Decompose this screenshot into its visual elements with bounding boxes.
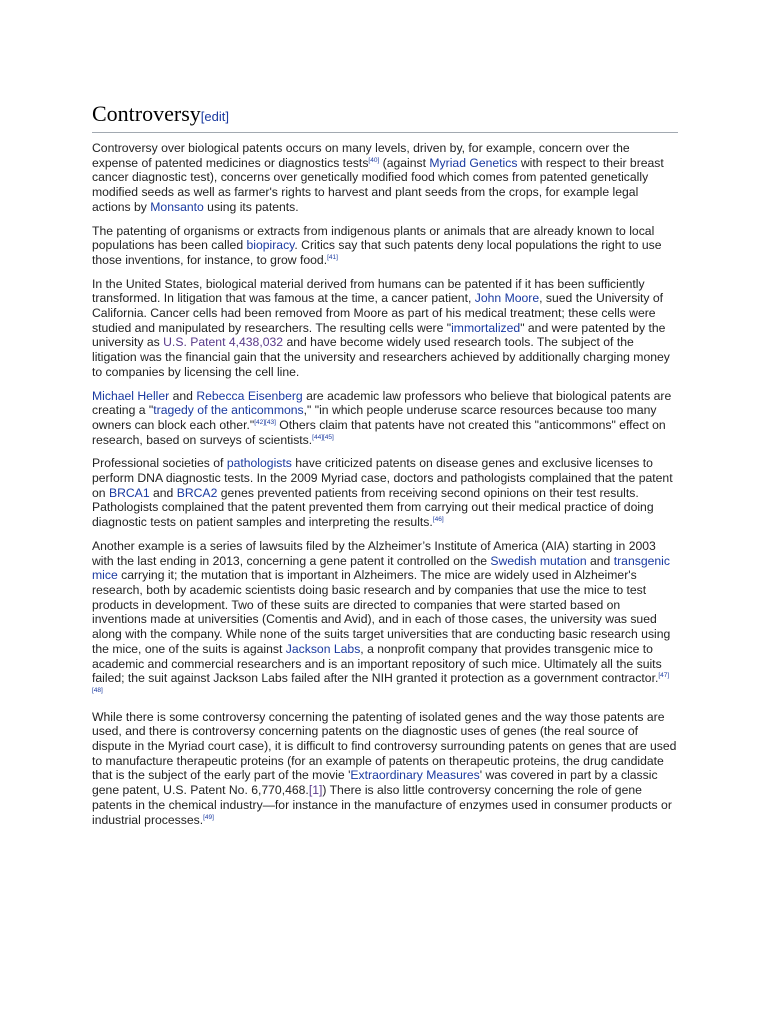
paragraph-text: The patenting of organisms or extracts from indigenous plants or animals that are already known to local populations has been called	[92, 223, 655, 253]
paragraph-text: and have become widely used research tools. The subject of the litigation was the financial gain that the university and researchers achieved by additionally charging money to companies by licensing the cell line.	[92, 335, 670, 379]
paragraph-text: In the United States, biological material derived from humans can be patented if it has been sufficiently transformed. In litigation that was famous at the time, a cancer patient,	[92, 276, 645, 306]
citation-link[interactable]: [49]	[203, 813, 214, 821]
section-heading	[92, 101, 678, 133]
citation-link[interactable]: [40]	[368, 156, 380, 164]
paragraph-2	[92, 224, 678, 268]
link-michael-heller[interactable]: Michael Heller	[92, 388, 170, 403]
citation-46[interactable]	[433, 516, 444, 523]
paragraph-text: ' was covered in part by a classic gene patent, U.S. Patent No. 6,770,468.	[92, 768, 658, 798]
paragraph-text: , a nonprofit company that provides transgenic mice to academic and commercial researchers and is an important repository of such mice. Ultimately all the suits failed; the suit against Jackson Labs failed after the NIH granted it protection as a government contractor.	[92, 641, 662, 686]
edit-link[interactable]: [edit]	[200, 109, 229, 124]
link-us-patent-4438032[interactable]: U.S. Patent 4,438,032	[163, 335, 284, 350]
citation-44-45[interactable]	[312, 434, 334, 441]
citation-49[interactable]	[203, 814, 214, 821]
paragraph-text: have criticized patents on disease genes and exclusive licenses to perform DNA diagnostic tests. In the 2009 Myriad case, doctors and pathologists complained that the patent on	[92, 456, 673, 500]
paragraph-text: , sued the University of California. Cancer cells had been removed from Moore as part of his medical treatment; these cells were studied and manipulated by researchers. The resulting cells were "	[92, 291, 664, 335]
link-brca1[interactable]: BRCA1	[108, 485, 150, 500]
link-transgenic-mice[interactable]: transgenic mice	[92, 553, 670, 583]
paragraph-text: (against	[379, 155, 430, 170]
paragraph-text: . Critics say that such patents deny local populations the right to use those inventions, for instance, to grow food.	[92, 238, 662, 267]
edit-section-link[interactable]	[201, 109, 229, 124]
section-title: Controversy	[92, 101, 201, 126]
citation-link[interactable]: [47][48]	[92, 672, 670, 694]
link-monsanto[interactable]: Monsanto	[150, 199, 204, 214]
paragraph-text: Another example is a series of lawsuits filed by the Alzheimer’s Institute of America (AIA) starting in 2003 with the last ending in 2013, concerning a gene patent it controlled on the	[92, 538, 656, 568]
paragraph-1	[92, 141, 678, 215]
paragraph-3	[92, 277, 678, 380]
citation-link[interactable]: [44][45]	[312, 433, 334, 441]
citation-42-43[interactable]	[254, 419, 276, 426]
paragraph-text: using its patents.	[203, 199, 299, 214]
paragraph-text: are academic law professors who believe that biological patents are creating a "	[92, 388, 672, 418]
link-myriad-genetics[interactable]: Myriad Genetics	[429, 155, 518, 170]
paragraph-text: and	[149, 485, 177, 500]
link-pathologists[interactable]: pathologists	[226, 456, 292, 471]
citation-link[interactable]: [46]	[432, 516, 444, 524]
paragraph-text: ," "in which people underuse scarce resources because too many owners can block each other."	[92, 403, 657, 432]
citation-link[interactable]: [42][43]	[254, 418, 276, 426]
link-biopiracy[interactable]: biopiracy	[246, 238, 295, 253]
link-jackson-labs[interactable]: Jackson Labs	[285, 641, 361, 656]
paragraph-text: genes prevented patients from receiving second opinions on their test results. Pathologists complained that the patent prevented them from carrying out their medical practice of doing diagnostic tests on patient samples and interpreting the results.	[92, 485, 654, 530]
citation-41[interactable]	[327, 254, 338, 261]
paragraph-text: and	[586, 553, 614, 568]
link-immortalized[interactable]: immortalized	[451, 320, 521, 335]
external-link-1[interactable]: [1]	[308, 783, 323, 798]
paragraph-text: ) There is also little controversy concerning the role of gene patents in the chemical industry—for instance in the manufacture of enzymes used in consumer products or industrial processes.	[92, 783, 672, 827]
link-extraordinary-measures[interactable]: Extraordinary Measures	[350, 768, 480, 783]
paragraph-text: with respect to their breast cancer diagnostic test), concerns over genetically modified food which comes from patented genetically modified seeds as well as farmer's rights to harvest and plant seeds from the crops, for example legal actions by	[92, 155, 664, 214]
link-brca2[interactable]: BRCA2	[176, 485, 218, 500]
paragraph-text: Controversy over biological patents occurs on many levels, driven by, for example, concern over the expense of patented medicines or diagnostics tests	[92, 141, 630, 170]
citation-link[interactable]: [41]	[327, 253, 338, 261]
paragraph-text: While there is some controversy concerning the patenting of isolated genes and the way those patents are used, and there is controversy concerning patents on the diagnostic uses of genes (the real source of dispute in the Myriad court case), it is difficult to find controversy surrounding patents on genes that are used to manufacture therapeutic proteins (for an example of patents on therapeutic proteins, the drug candidate that is the subject of the early part of the movie '	[92, 709, 677, 783]
link-swedish-mutation[interactable]: Swedish mutation	[490, 553, 587, 568]
paragraph-4	[92, 389, 678, 448]
link-tragedy-of-the-anticommons[interactable]: tragedy of the anticommons	[153, 403, 304, 418]
paragraph-text: Professional societies of	[92, 456, 227, 471]
paragraph-6	[92, 539, 678, 701]
paragraph-text: " and were patented by the university as	[92, 320, 666, 350]
paragraph-7	[92, 710, 678, 828]
paragraph-text: Others claim that patents have not created this "anticommons" effect on research, based on surveys of scientists.	[92, 417, 666, 447]
citation-40[interactable]	[368, 157, 379, 164]
link-john-moore[interactable]: John Moore	[474, 291, 540, 306]
paragraph-5	[92, 456, 678, 530]
link-rebecca-eisenberg[interactable]: Rebecca Eisenberg	[196, 388, 303, 403]
article-content	[92, 101, 678, 827]
paragraph-text: and	[169, 388, 197, 403]
paragraph-text: carrying it; the mutation that is important in Alzheimers. The mice are widely used in Alzheimer's research, both by academic scientists doing basic research and by companies that use the mice to test products in development. Two of these suits are directed to companies that were started based on inventions made at universities (Comentis and Avid), and in each of those cases, the university was sued along with the company. While none of the suits target universities that are conducting basic research using the mice, one of the suits is against	[92, 568, 671, 656]
